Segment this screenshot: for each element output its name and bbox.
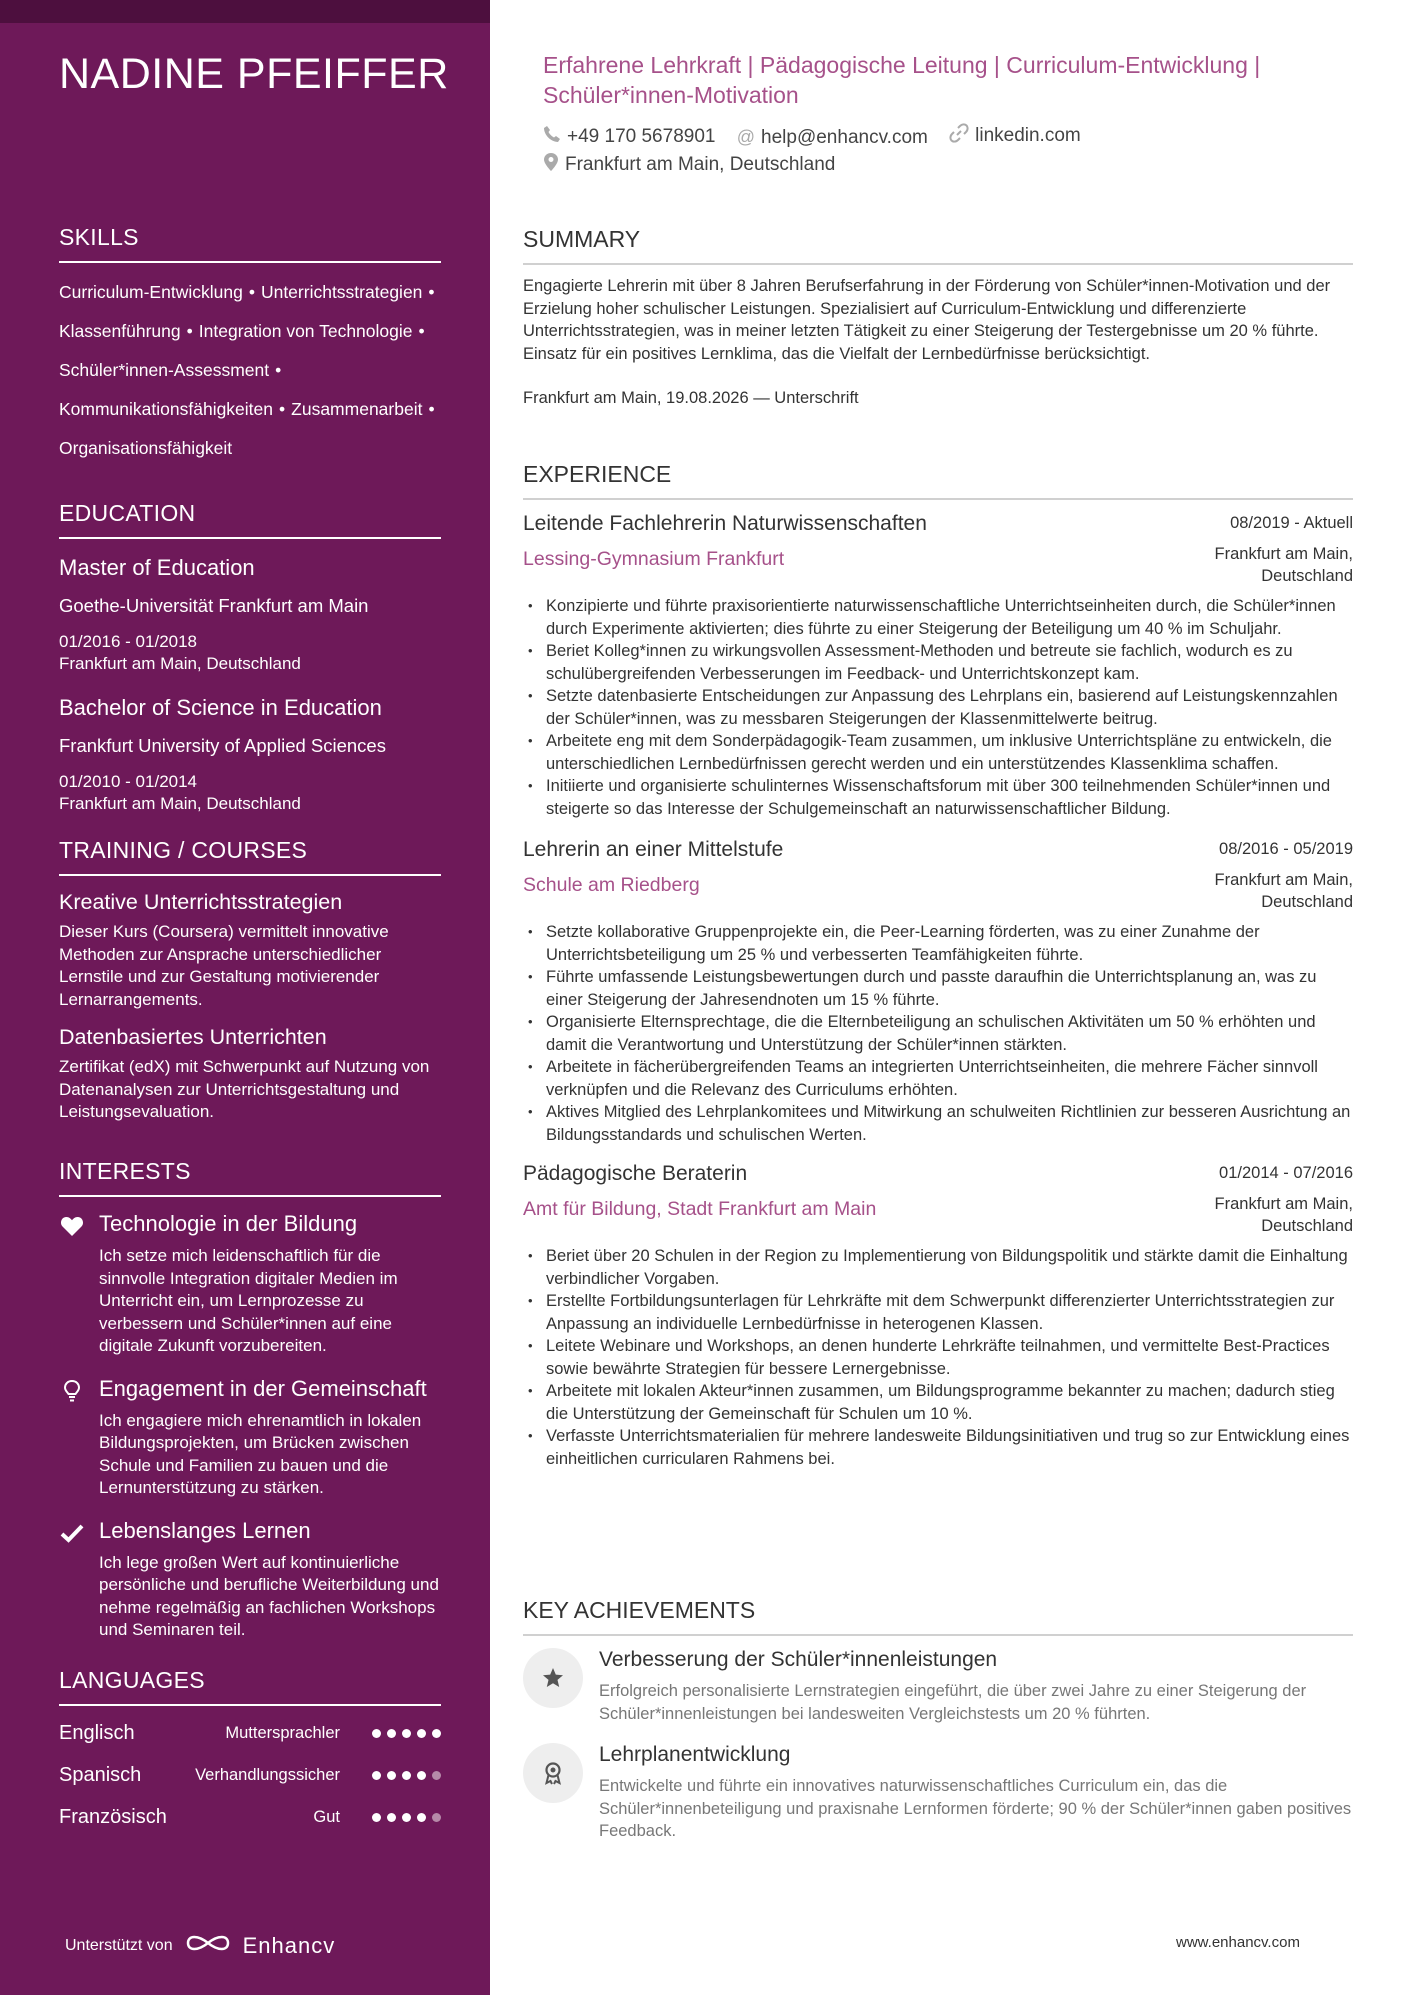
job-bullet: • Führte umfassende Leistungsbewertungen durch und passte daraufhin die Unterrichtsplanung an, was zu einer Steigerung der Jahresendnoten um 15 % führte. <box>523 966 1353 1011</box>
job-dates: 08/2019 - Aktuell <box>1230 514 1353 532</box>
phone-contact[interactable] <box>543 123 715 150</box>
company-name: Amt für Bildung, Stadt Frankfurt am Main <box>523 1198 877 1220</box>
email-address: help@enhancv.com <box>761 126 928 148</box>
edu-dates: 01/2010 - 01/2014 <box>59 772 198 791</box>
rating-dot <box>417 1729 426 1738</box>
interest-title: Engagement in der Gemeinschaft <box>99 1375 427 1401</box>
linkedin-url: linkedin.com <box>975 124 1081 146</box>
sidebar <box>0 0 490 1995</box>
language-level: Verhandlungssicher <box>195 1765 340 1784</box>
achievement-description: Entwickelte und führte ein innovatives naturwissenschaftliches Curriculum ein, das die Schüler*innenbeteiligung und praxisnahe Lernformen förderte; 90 % der Schüler*innen gaben positives Feedback. <box>599 1777 1352 1840</box>
skill-item: Unterrichtsstrategien <box>260 282 423 302</box>
summary-section <box>523 226 1353 410</box>
language-level: Gut <box>313 1807 340 1826</box>
email-contact[interactable] <box>737 124 928 151</box>
rating-dot <box>417 1813 426 1822</box>
job-bullet: • Beriet Kolleg*innen zu wirkungsvollen Assessment-Methoden und betreute sie fachlich, wodurch es zu schulübergreifenden Verbesserungen im Feedback- und Unterrichtskonzept kam. <box>523 640 1353 685</box>
languages-heading: LANGUAGES <box>59 1667 441 1706</box>
course-title: Datenbasiertes Unterrichten <box>59 1025 327 1049</box>
course-entry <box>59 1025 441 1124</box>
rating-dot <box>432 1729 441 1738</box>
language-rating <box>372 1813 441 1822</box>
interests-heading: INTERESTS <box>59 1158 441 1197</box>
location-text: Frankfurt am Main, Deutschland <box>565 153 836 175</box>
headline: Erfahrene Lehrkraft | Pädagogische Leitung | Curriculum-Entwicklung | Schüler*innen-Motivation <box>543 52 1261 108</box>
contact-bar <box>543 122 1343 178</box>
job-dates: 08/2016 - 05/2019 <box>1219 840 1353 858</box>
language-rating <box>372 1729 441 1738</box>
interest-description: Ich setze mich leidenschaftlich für die sinnvolle Integration digitaler Medien im Unterricht ein, um Lernprozesse zu verbessern und Schüler*innen auf eine digitale Zukunft vorzubereiten. <box>99 1246 398 1355</box>
rating-dot <box>402 1771 411 1780</box>
job-entry <box>523 1162 1353 1470</box>
job-location-country: Deutschland <box>1261 1217 1353 1235</box>
languages-section <box>59 1667 441 1838</box>
sidebar-top-bar <box>0 0 490 23</box>
rating-dot <box>402 1729 411 1738</box>
course-description: Zertifikat (edX) mit Schwerpunkt auf Nutzung von Datenanalysen zur Unterrichtsgestaltung und Leistungsevaluation. <box>59 1057 430 1121</box>
language-name: Französisch <box>59 1805 167 1828</box>
phone-icon <box>543 125 561 148</box>
job-bullet: • Konzipierte und führte praxisorientierte naturwissenschaftliche Unterrichtseinheiten durch, die Schüler*innen durch Experimente aktivierten; dies führte zu einer Steigerung der Beteiligung um 40 % im Schuljahr. <box>523 595 1353 640</box>
training-section <box>59 837 441 1124</box>
rating-dot <box>372 1813 381 1822</box>
rating-dot <box>372 1771 381 1780</box>
achievements-section <box>523 1597 1353 1843</box>
phone-number: +49 170 5678901 <box>567 125 716 147</box>
job-bullets <box>523 595 1353 820</box>
skill-item: Zusammenarbeit <box>291 399 423 419</box>
achievement-entry <box>523 1648 1353 1725</box>
school-name: Goethe-Universität Frankfurt am Main <box>59 595 369 616</box>
interest-entry <box>59 1376 441 1500</box>
interest-title: Lebenslanges Lernen <box>99 1517 311 1543</box>
interest-entry <box>59 1211 441 1358</box>
company-name: Lessing-Gymnasium Frankfurt <box>523 548 785 570</box>
signature-line: Frankfurt am Main, 19.08.2026 — Unterschrift <box>523 389 859 407</box>
skill-item: Integration von Technologie <box>198 321 413 341</box>
skill-item: Klassenführung <box>59 321 181 341</box>
star-icon <box>523 1648 583 1708</box>
powered-by-label: Unterstützt von <box>65 1936 173 1954</box>
job-location-country: Deutschland <box>1261 567 1353 585</box>
language-row <box>59 1712 441 1754</box>
achievements-heading: KEY ACHIEVEMENTS <box>523 1597 1353 1636</box>
skill-item: Curriculum-Entwicklung <box>59 282 243 302</box>
interest-title: Technologie in der Bildung <box>99 1211 358 1236</box>
job-title: Lehrerin an einer Mittelstufe <box>523 838 784 861</box>
school-name: Frankfurt University of Applied Sciences <box>59 735 386 756</box>
at-icon: @ <box>736 127 756 147</box>
skill-item: Schüler*innen-Assessment <box>59 360 270 380</box>
link-icon <box>949 123 969 148</box>
interest-entry <box>59 1518 441 1642</box>
job-bullet: • Arbeitete in fächerübergreifenden Teams an integrierten Unterrichtseinheiten, die mehrere Fächer sinnvoll verknüpfen und die Relevanz des Curriculums erhöhten. <box>523 1056 1353 1101</box>
rating-dot <box>417 1771 426 1780</box>
course-description: Dieser Kurs (Coursera) vermittelt innovative Methoden zur Ansprache unterschiedlicher Lernstile und zur Gestaltung motivierender Lernarrangements. <box>59 922 389 1009</box>
experience-section <box>523 461 1353 1470</box>
degree-title: Master of Education <box>59 555 255 580</box>
job-bullet: • Arbeitete eng mit dem Sonderpädagogik-Team zusammen, um inklusive Unterrichtspläne zu entwickeln, die unterschiedlichen Lernbedürfnissen gerecht werden und ein unterstützendes Klassenklima schaffen. <box>523 730 1353 775</box>
job-title: Leitende Fachlehrerin Naturwissenschaften <box>523 512 927 535</box>
language-row <box>59 1754 441 1796</box>
linkedin-contact[interactable] <box>949 122 1081 149</box>
course-title: Kreative Unterrichtsstrategien <box>59 890 343 914</box>
skills-heading: SKILLS <box>59 224 441 263</box>
degree-title: Bachelor of Science in Education <box>59 695 382 720</box>
job-bullet: • Aktives Mitglied des Lehrplankomitees und Mitwirkung an schulweiten Richtlinien zur besseren Ausrichtung an Bildungsstandards und schulischen Werten. <box>523 1101 1353 1146</box>
achievement-entry <box>523 1743 1353 1843</box>
company-name: Schule am Riedberg <box>523 874 700 896</box>
job-title: Pädagogische Beraterin <box>523 1162 748 1185</box>
job-bullet: • Arbeitete mit lokalen Akteur*innen zusammen, um Bildungsprogramme bekannter zu machen; dadurch stieg die Unterstützung der Gemeinschaft für Schulen um 10 %. <box>523 1380 1353 1425</box>
job-bullet: • Erstellte Fortbildungsunterlagen für Lehrkräfte mit dem Schwerpunkt differenzierter Unterrichtsstrategien zur Anpassung an individuelle Lernbedürfnisse in heterogenen Klassen. <box>523 1290 1353 1335</box>
candidate-name: NADINE PFEIFFER <box>59 50 449 98</box>
location-pin-icon <box>543 152 559 177</box>
interests-section <box>59 1158 441 1642</box>
education-entry <box>59 695 441 815</box>
education-entry <box>59 555 441 675</box>
language-name: Englisch <box>59 1721 135 1744</box>
rating-dot <box>387 1813 396 1822</box>
job-location-city: Frankfurt am Main, <box>1214 871 1353 889</box>
edu-location: Frankfurt am Main, Deutschland <box>59 654 301 673</box>
interest-description: Ich engagiere mich ehrenamtlich in lokalen Bildungsprojekten, um Brücken zwischen Schule und Familien zu bauen und die Lernunterstützung zu stärken. <box>99 1410 422 1497</box>
job-bullet: • Beriet über 20 Schulen in der Region zu Implementierung von Bildungspolitik und stärkte damit die Einhaltung verbindlicher Vorgaben. <box>523 1245 1353 1290</box>
rating-dot <box>387 1729 396 1738</box>
skills-section <box>59 224 441 468</box>
job-entry <box>523 838 1353 1146</box>
skill-item: Kommunikationsfähigkeiten <box>59 399 274 419</box>
rating-dot <box>432 1813 441 1822</box>
education-heading: EDUCATION <box>59 500 441 539</box>
language-row <box>59 1796 441 1838</box>
language-name: Spanisch <box>59 1763 142 1786</box>
job-bullet: • Initiierte und organisierte schulinternes Wissenschaftsforum mit über 300 teilnehmenden Schüler*innen und steigerte so das Interesse der Schulgemeinschaft an naturwissenschaftlicher Bildung. <box>523 775 1353 820</box>
education-section <box>59 500 441 815</box>
job-bullet: • Verfasste Unterrichtsmaterialien für mehrere landesweite Bildungsinitiativen und trug so zur Entwicklung eines einheitlichen curricularen Rahmens bei. <box>523 1425 1353 1470</box>
job-bullet: • Setzte datenbasierte Entscheidungen zur Anpassung des Lehrplans ein, basierend auf Leistungskennzahlen der Schüler*innen, was zu messbaren Steigerungen der Klassenmittelwerte beitrug. <box>523 685 1353 730</box>
job-bullets <box>523 921 1353 1146</box>
job-location-country: Deutschland <box>1261 893 1353 911</box>
location-contact <box>543 151 835 178</box>
course-entry <box>59 890 441 1011</box>
job-location-city: Frankfurt am Main, <box>1214 1195 1353 1213</box>
job-bullet: • Organisierte Elternsprechtage, die die Elternbeteiligung an schulischen Aktivitäten um 50 % erhöhten und damit die Verantwortung und Unterstützung der Schüler*innen stärkten. <box>523 1011 1353 1056</box>
interest-description: Ich lege großen Wert auf kontinuierliche persönliche und berufliche Weiterbildung und nehme regelmäßig an fachlichen Workshops und Seminaren teil. <box>99 1552 439 1639</box>
job-bullet: • Leitete Webinare und Workshops, an denen hunderte Lehrkräfte teilnahmen, und vermittelte Best-Practices sowie bewährte Strategien für bessere Lernergebnisse. <box>523 1335 1353 1380</box>
skills-list: Curriculum-Entwicklung • Unterrichtsstrategien • Klassenführung • Integration von Technologie • Schüler*innen-Assessment • Kommunikationsfähigkeiten • Zusammenarbeit • Organisationsfähigkeit <box>59 282 435 458</box>
award-icon <box>523 1743 583 1803</box>
job-entry <box>523 512 1353 820</box>
heart-icon <box>59 1213 85 1239</box>
achievement-title: Verbesserung der Schüler*innenleistungen <box>599 1648 998 1671</box>
rating-dot <box>387 1771 396 1780</box>
job-bullets <box>523 1245 1353 1470</box>
job-dates: 01/2014 - 07/2016 <box>1219 1164 1353 1182</box>
language-rating <box>372 1771 441 1780</box>
summary-heading: SUMMARY <box>523 226 1353 265</box>
edu-dates: 01/2016 - 01/2018 <box>59 632 198 651</box>
rating-dot <box>372 1729 381 1738</box>
lightbulb-icon <box>59 1378 85 1404</box>
experience-heading: EXPERIENCE <box>523 461 1353 500</box>
edu-location: Frankfurt am Main, Deutschland <box>59 794 301 813</box>
job-location-city: Frankfurt am Main, <box>1214 545 1353 563</box>
footer-url[interactable]: www.enhancv.com <box>1176 1934 1300 1951</box>
rating-dot <box>402 1813 411 1822</box>
enhancv-logo-icon <box>185 1932 231 1959</box>
rating-dot <box>432 1771 441 1780</box>
summary-text: Engagierte Lehrerin mit über 8 Jahren Berufserfahrung in der Förderung von Schüler*innen-Motivation und der Erzielung hoher schulischer Leistungen. Spezialisiert auf Curriculum-Entwicklung und differenzierte Unterrichtsstrategien, was in meiner letzten Tätigkeit zu einer Steigerung der Testergebnisse um 20 % führte. Einsatz für ein positives Lernklima, das die Vielfalt der Lernbedürfnisse berücksichtigt. <box>523 277 1331 363</box>
enhancv-brand: Enhancv <box>242 1932 336 1958</box>
powered-by <box>65 1932 335 1959</box>
training-heading: TRAINING / COURSES <box>59 837 441 876</box>
language-level: Muttersprachler <box>225 1723 340 1742</box>
job-bullet: • Setzte kollaborative Gruppenprojekte ein, die Peer-Learning förderten, was zu einer Zunahme der Unterrichtsbeteiligung um 25 % und verbesserten Teamfähigkeiten führte. <box>523 921 1353 966</box>
achievement-title: Lehrplanentwicklung <box>599 1743 791 1766</box>
check-icon <box>59 1520 85 1546</box>
skill-item: Organisationsfähigkeit <box>59 438 233 458</box>
achievement-description: Erfolgreich personalisierte Lernstrategien eingeführt, die über zwei Jahre zu einer Steigerung der Schüler*innenleistungen bei landesweiten Vergleichstests um 20 % führten. <box>599 1682 1307 1723</box>
